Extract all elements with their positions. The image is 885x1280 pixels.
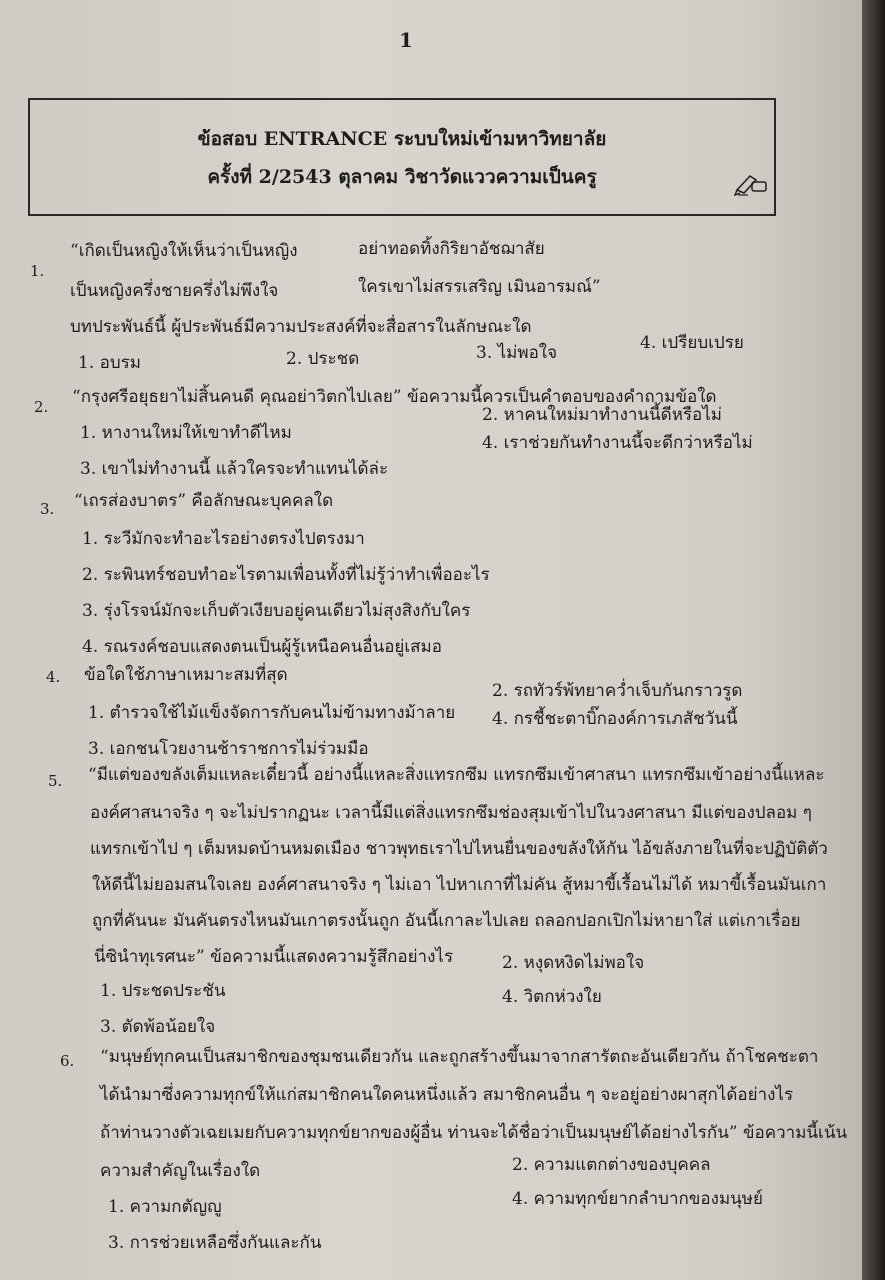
q1-option-3: 3. ไม่พอใจ	[476, 343, 558, 363]
q4-option-1: 1. ตำรวจใช้ไม้แข็งจัดการกับคนไม่ข้ามทางม้าลาย	[88, 703, 456, 723]
q6-passage-line-3: ถ้าท่านวางตัวเฉยเมยกับความทุกข์ยากของผู้อื่น ท่านจะได้ชื่อว่าเป็นมนุษย์ได้อย่างไรกัน” ข้อความนี้เน้น	[100, 1123, 848, 1143]
q5-number: 5.	[48, 772, 63, 790]
q6-option-3: 3. การช่วยเหลือซึ่งกันและกัน	[108, 1233, 322, 1253]
q4-number: 4.	[46, 668, 61, 686]
q1-number: 1.	[30, 262, 45, 280]
q5-option-3: 3. ตัดพ้อน้อยใจ	[100, 1017, 216, 1037]
q5-option-2: 2. หงุดหงิดไม่พอใจ	[502, 953, 645, 973]
q1-poem-line-1a: “เกิดเป็นหญิงให้เห็นว่าเป็นหญิง	[70, 241, 298, 261]
q1-question: บทประพันธ์นี้ ผู้ประพันธ์มีความประสงค์ที่จะสื่อสารในลักษณะใด	[70, 317, 532, 337]
q2-option-1: 1. หางานใหม่ให้เขาทำดีไหม	[80, 423, 292, 443]
q6-option-4: 4. ความทุกข์ยากลำบากของมนุษย์	[512, 1189, 763, 1209]
q5-passage-line-2: องค์ศาสนาจริง ๆ จะไม่ปรากฏนะ เวลานี้มีแต่สิ่งแทรกซึมช่องสุมเข้าไปในวงศาสนา มีแต่ของปลอม ๆ	[90, 803, 812, 823]
q2-number: 2.	[34, 398, 49, 416]
q3-option-1: 1. ระวีมักจะทำอะไรอย่างตรงไปตรงมา	[82, 529, 365, 549]
q3-option-2: 2. ระพินทร์ชอบทำอะไรตามเพื่อนทั้งที่ไม่รู้ว่าทำเพื่ออะไร	[82, 565, 490, 585]
q6-passage-line-1: “มนุษย์ทุกคนเป็นสมาชิกของชุมชนเดียวกัน และถูกสร้างขึ้นมาจากสารัตถะอันเดียวกัน ถ้าโชคชะตา	[100, 1047, 819, 1067]
q1-poem-line-2b: ใครเขาไม่สรรเสริญ เมินอารมณ์”	[358, 277, 601, 297]
exam-title: ข้อสอบ ENTRANCE ระบบใหม่เข้ามหาวิทยาลัย	[197, 128, 607, 150]
q1-option-1: 1. อบรม	[78, 353, 141, 373]
writing-hand-icon	[734, 170, 768, 196]
q2-question: “กรุงศรีอยุธยาไม่สิ้นคนดี คุณอย่าวิตกไปเลย” ข้อความนี้ควรเป็นคำตอบของคำถามข้อใด	[72, 387, 717, 407]
q2-option-2: 2. หาคนใหม่มาทำงานนี้ดีหรือไม่	[482, 405, 723, 425]
exam-subtitle: ครั้งที่ 2/2543 ตุลาคม วิชาวัดแววความเป็นครู	[207, 166, 597, 188]
q1-option-2: 2. ประชด	[286, 349, 360, 369]
q4-option-3: 3. เอกชนโวยงานช้าราชการไม่ร่วมมือ	[88, 739, 369, 759]
q6-passage-line-4: ความสำคัญในเรื่องใด	[100, 1161, 261, 1181]
q4-option-2: 2. รถทัวร์พ้ทยาคว่ำเจ็บกันกราวรูด	[492, 681, 743, 701]
q5-passage-line-3: แทรกเข้าไป ๆ เต็มหมดบ้านหมดเมือง ชาวพุทธเราไปไหนยื่นของขลังให้กัน ไอ้ขลังภายในที่จะปฏิบัติตัว	[90, 839, 828, 859]
page-number: 1	[399, 28, 413, 52]
q6-option-2: 2. ความแตกต่างของบุคคล	[512, 1155, 711, 1175]
q2-option-4: 4. เราช่วยกันทำงานนี้จะดีกว่าหรือไม่	[482, 433, 753, 453]
q1-poem-line-1b: อย่าทอดทิ้งกิริยาอัชฌาสัย	[358, 239, 545, 259]
q2-option-3: 3. เขาไม่ทำงานนี้ แล้วใครจะทำแทนได้ล่ะ	[80, 459, 389, 479]
q5-passage-line-6: นี่ซินำทุเรศนะ” ข้อความนี้แสดงความรู้สึกอย่างไร	[94, 947, 454, 967]
q1-poem-line-2a: เป็นหญิงครึ่งชายครึ่งไม่พึงใจ	[70, 281, 279, 301]
q3-number: 3.	[40, 500, 55, 518]
exam-title-box	[28, 98, 776, 216]
q6-passage-line-2: ได้นำมาซึ่งความทุกข์ให้แก่สมาชิกคนใดคนหนึ่งแล้ว สมาชิกคนอื่น ๆ จะอยู่อย่างผาสุกได้อย่างไร	[100, 1085, 794, 1105]
q6-option-1: 1. ความกตัญญู	[108, 1197, 222, 1217]
q3-question: “เถรส่องบาตร” คือลักษณะบุคคลใด	[74, 491, 334, 511]
q5-option-4: 4. วิตกห่วงใย	[502, 987, 602, 1007]
q1-option-4: 4. เปรียบเปรย	[640, 333, 744, 353]
q3-option-3: 3. รุ่งโรจน์มักจะเก็บตัวเงียบอยู่คนเดียวไม่สุงสิงกับใคร	[82, 601, 471, 621]
q3-option-4: 4. รณรงค์ชอบแสดงตนเป็นผู้รู้เหนือคนอื่นอยู่เสมอ	[82, 637, 442, 657]
q5-passage-line-5: ถูกที่คันนะ มันคันตรงไหนมันเกาตรงนั้นถูก อันนี้เกาละไปเลย ถลอกปอกเปิกไม่หายาใส่ แต่เกาเรื่อย	[92, 911, 801, 931]
q4-option-4: 4. กรชี้ชะตาบิ๊กองค์การเภสัชวันนี้	[492, 709, 738, 729]
q5-passage-line-1: “มีแต่ของขลังเต็มแหละเดี๋ยวนี้ อย่างนี้แหละสิ่งแทรกซึม แทรกซึมเข้าศาสนา แทรกซึมเข้าอย่างนี้แหละ	[88, 765, 825, 785]
book-spine-shadow	[862, 0, 885, 1280]
q5-passage-line-4: ให้ดีนี้ไม่ยอมสนใจเลย องค์ศาสนาจริง ๆ ไม่เอา ไปหาเกาที่ไม่คัน สู้หมาขี้เรื้อนไม่ได้ หมาขี้เรื้อนมันเกา	[92, 875, 827, 895]
q5-option-1: 1. ประชดประชัน	[100, 981, 226, 1001]
q6-number: 6.	[60, 1052, 75, 1070]
q4-question: ข้อใดใช้ภาษาเหมาะสมที่สุด	[84, 665, 288, 685]
